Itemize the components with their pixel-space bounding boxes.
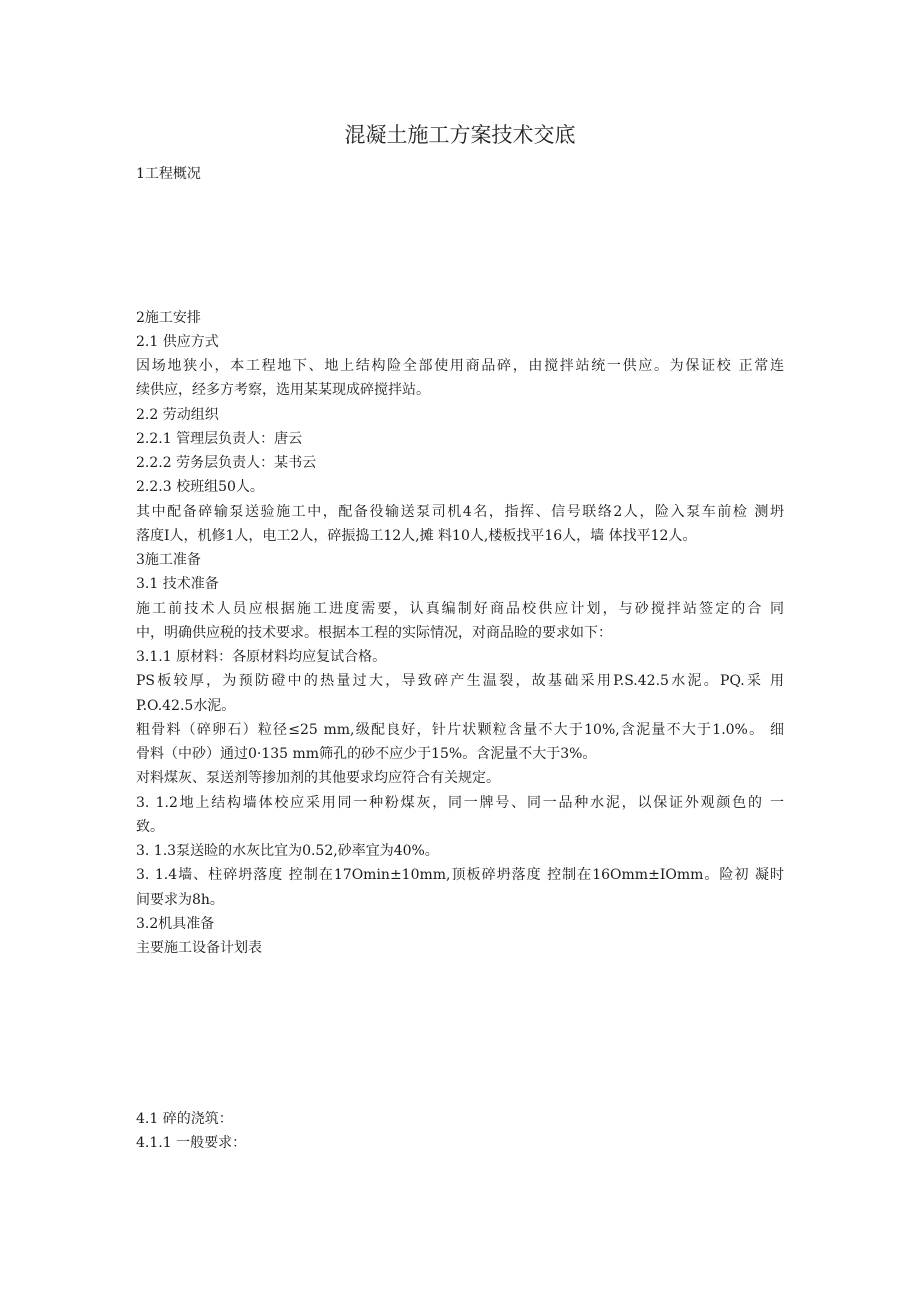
paragraph-line: 因场地狭小，本工程地下、地上结构险全部使用商品碎，由搅拌站统一供应。为保证校 正常连 bbox=[136, 358, 784, 374]
paragraph-line: 施工前技术人员应根据施工进度需要，认真编制好商品校供应计划，与砂搅拌站签定的合 同 bbox=[136, 601, 784, 617]
paragraph-line: 骨料（中砂）通过0·135 mm筛孔的砂不应少于15%。含泥量不大于3%。 bbox=[136, 746, 597, 762]
paragraph-line: 落度I人，机修1人，电工2人，碎振捣工12人,摊 料10人,楼板找平16人，墙 体找平12人。 bbox=[136, 528, 697, 544]
paragraph-line: P.O.42.5水泥。 bbox=[136, 698, 236, 714]
paragraph-line: 对料煤灰、泵送剂等掺加剂的其他要求均应符合有关规定。 bbox=[136, 770, 500, 786]
list-item: 2.2.2 劳务层负责人：某书云 bbox=[136, 455, 317, 471]
paragraph-line: 续供应，经多方考察，选用某某现成碎搅拌站。 bbox=[136, 382, 430, 398]
subsection-heading-2-2: 2.2 劳动组织 bbox=[136, 407, 219, 423]
table-caption: 主要施工设备计划表 bbox=[136, 940, 262, 956]
paragraph-line: 致。 bbox=[136, 819, 164, 835]
paragraph-line: 间要求为8h。 bbox=[136, 892, 224, 908]
section-heading-1: 1工程概况 bbox=[136, 166, 201, 182]
list-item: 2.2.3 校班组50人。 bbox=[136, 479, 264, 495]
list-item: 4.1.1 一般要求： bbox=[136, 1135, 247, 1151]
paragraph-line: 中，明确供应税的技术要求。根据本工程的实际情况，对商品睑的要求如下： bbox=[136, 625, 612, 641]
paragraph-line: 3. 1.4墙、柱碎坍落度 控制在17Omin±10mm,顶板碎坍落度 控制在16Omm±IOmm。险初 凝时 bbox=[136, 867, 784, 883]
list-item: 3.1.1 原材料：各原材料均应复试合格。 bbox=[136, 649, 387, 665]
paragraph-line: 粗骨料（碎卵石）粒径≤25 mm,级配良好，针片状颗粒含量不大于10%,含泥量不大于1.0%。 细 bbox=[136, 722, 784, 738]
section-heading-2: 2施工安排 bbox=[136, 310, 201, 326]
subsection-heading-2-1: 2.1 供应方式 bbox=[136, 334, 219, 350]
paragraph-line: 3. 1.3泵送睑的水灰比宜为0.52,砂率宜为40%。 bbox=[136, 843, 439, 859]
paragraph-line: PS板较厚，为预防磴中的热量过大，导致碎产生温裂，故基础采用P.S.42.5水泥。PQ.采 用 bbox=[136, 673, 784, 689]
paragraph-line: 3. 1.2地上结构墙体校应采用同一种粉煤灰，同一牌号、同一品种水泥，以保证外观颜色的 一 bbox=[136, 795, 784, 811]
subsection-heading-3-2: 3.2机具准备 bbox=[136, 916, 215, 932]
document-title: 混凝土施工方案技术交底 bbox=[344, 123, 576, 147]
subsection-heading-4-1: 4.1 碎的浇筑： bbox=[136, 1111, 233, 1127]
paragraph-line: 其中配备碎输泵送验施工中，配备役输送泵司机4名，指挥、信号联络2人，险入泵车前检 测坍 bbox=[136, 504, 784, 520]
list-item: 2.2.1 管理层负责人：唐云 bbox=[136, 431, 303, 447]
subsection-heading-3-1: 3.1 技术准备 bbox=[136, 576, 219, 592]
section-heading-3: 3施工准备 bbox=[136, 552, 201, 568]
